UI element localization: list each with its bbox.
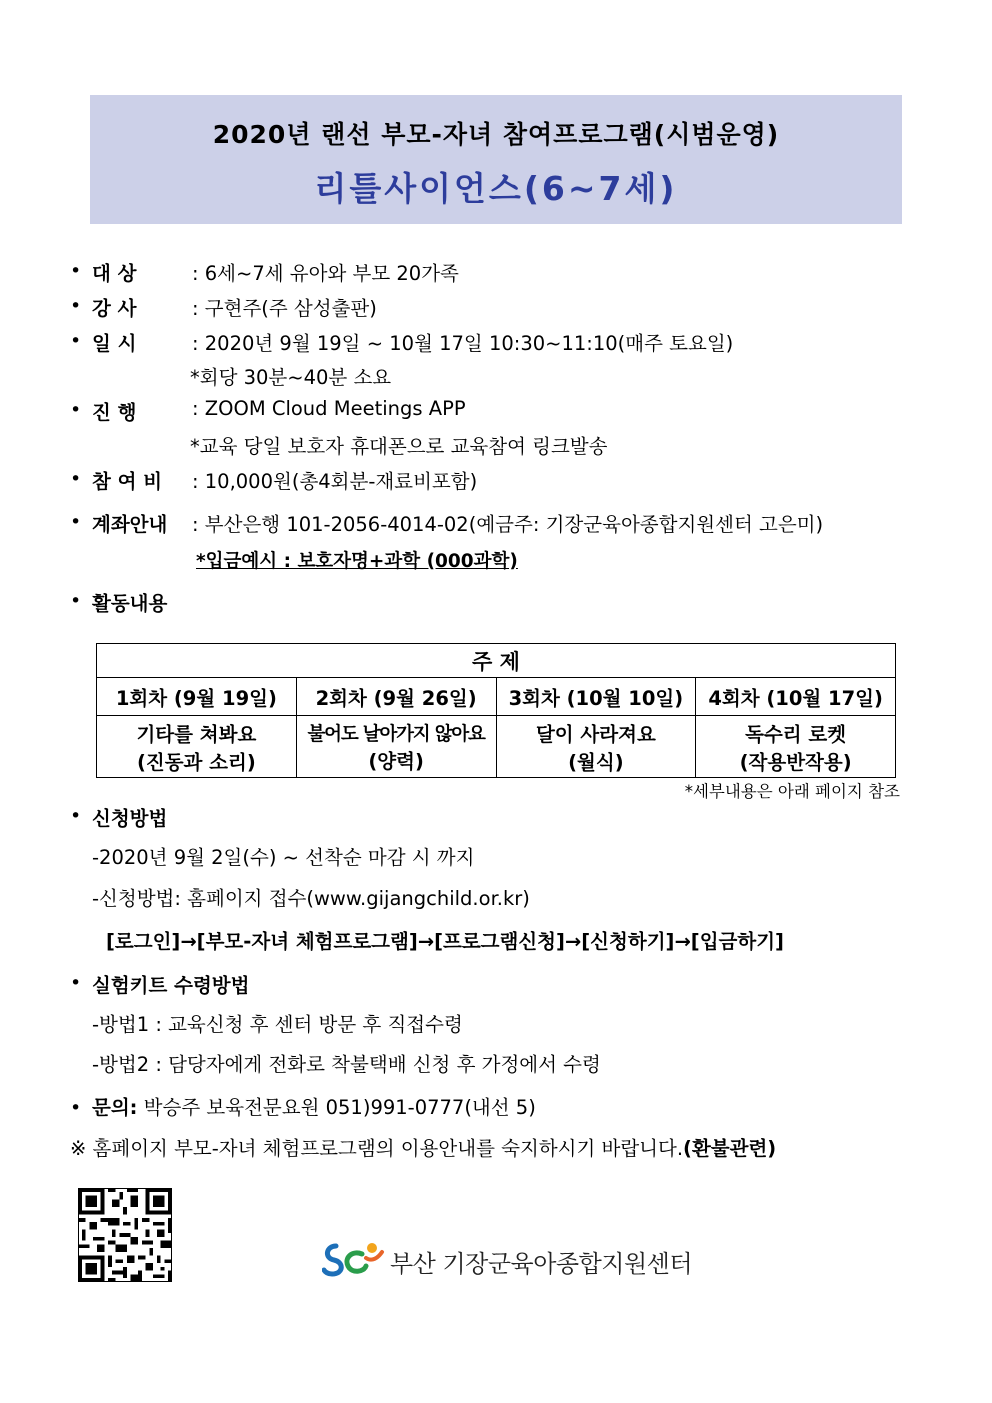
info-label-target: 대 상 <box>92 262 137 285</box>
table-header: 주 제 <box>97 644 896 678</box>
apply-period: -2020년 9월 2일(수) ~ 선착순 마감 시 까지 <box>92 846 475 869</box>
session-label: 4회차 (10월 17일) <box>696 678 896 716</box>
session-title: 달이 사라져요 <box>535 722 656 746</box>
contact-value: 박승주 보육전문요원 051)991-0777(내선 5) <box>137 1096 536 1119</box>
session-topic <box>296 716 496 778</box>
info-label-account: 계좌안내 <box>92 513 168 536</box>
qr-code-icon <box>78 1188 172 1282</box>
info-label-method: 진 행 <box>92 401 137 424</box>
detail-note: *세부내용은 아래 페이지 참조 <box>684 782 900 801</box>
notice-bold: (환불관련) <box>683 1137 777 1160</box>
session-title: 기타를 쳐봐요 <box>136 722 257 746</box>
session-topic <box>496 716 696 778</box>
info-value-schedule: : 2020년 9월 19일 ~ 10월 17일 10:30~11:10(매주 토요일) <box>192 332 734 355</box>
session-title: 불어도 날아가지 않아요 <box>307 723 485 745</box>
session-subtitle: (진동과 소리) <box>136 750 256 774</box>
info-value-account: : 부산은행 101-2056-4014-02(예금주: 기장군육아종합지원센터 고은미) <box>192 513 824 536</box>
session-subtitle: (양력) <box>368 749 424 773</box>
activity-table <box>96 643 896 778</box>
bullet-icon: • <box>70 330 82 352</box>
deposit-example: *입금예시 : 보호자명+과학 (000과학) <box>196 551 518 572</box>
info-label-fee: 참 여 비 <box>92 470 163 493</box>
session-title: 독수리 로켓 <box>745 722 847 746</box>
info-note-method: *교육 당일 보호자 휴대폰으로 교육참여 링크발송 <box>190 435 608 458</box>
session-topic <box>97 716 297 778</box>
kit-heading: 실험키트 수령방법 <box>92 974 250 997</box>
bullet-icon: • <box>70 511 82 533</box>
kit-method-2: -방법2 : 담당자에게 전화로 착불택배 신청 후 가정에서 수령 <box>92 1053 601 1076</box>
session-subtitle: (작용반작용) <box>739 750 852 774</box>
center-name: 부산 기장군육아종합지원센터 <box>390 1250 693 1278</box>
apply-method-label: -신청방법 <box>92 887 175 910</box>
info-value-target: : 6세~7세 유아와 부모 20가족 <box>192 262 459 285</box>
bullet-icon: • <box>70 468 82 490</box>
apply-method-value: : 홈페이지 접수(www.gijangchild.or.kr) <box>174 887 530 910</box>
session-label: 2회차 (9월 26일) <box>296 678 496 716</box>
program-subtitle: 리틀사이언스(6~7세) <box>314 169 678 208</box>
bullet-icon: • <box>70 295 82 317</box>
contact-line <box>92 1095 536 1121</box>
program-title: 2020년 랜선 부모-자녀 참여프로그램(시범운영) <box>212 120 780 149</box>
session-topic <box>696 716 896 778</box>
bullet-icon: • <box>70 972 82 994</box>
apply-steps: [로그인]→[부모-자녀 체험프로그램]→[프로그램신청]→[신청하기]→[입금하기] <box>106 930 784 953</box>
apply-method <box>92 886 530 912</box>
info-label-instructor: 강 사 <box>92 297 137 320</box>
contact-label: 문의: <box>92 1096 138 1119</box>
kit-method-1: -방법1 : 교육신청 후 센터 방문 후 직접수령 <box>92 1013 463 1036</box>
bullet-icon: • <box>70 260 82 282</box>
session-subtitle: (월식) <box>568 750 624 774</box>
center-logo-icon <box>322 1238 386 1280</box>
notice-text: ※ 홈페이지 부모-자녀 체험프로그램의 이용안내를 숙지하시기 바랍니다. <box>70 1137 684 1160</box>
title-box <box>90 95 902 224</box>
session-label: 3회차 (10월 10일) <box>496 678 696 716</box>
bullet-icon: • <box>70 1097 82 1119</box>
bullet-icon: • <box>70 399 82 421</box>
bullet-icon: • <box>70 590 82 612</box>
notice-line <box>70 1136 776 1162</box>
session-label: 1회차 (9월 19일) <box>97 678 297 716</box>
info-value-instructor: : 구현주(주 삼성출판) <box>192 297 377 320</box>
activities-heading: 활동내용 <box>92 592 168 615</box>
info-note-schedule: *회당 30분~40분 소요 <box>190 366 392 389</box>
bullet-icon: • <box>70 805 82 827</box>
info-label-schedule: 일 시 <box>92 332 137 355</box>
info-value-method: : ZOOM Cloud Meetings APP <box>192 397 466 420</box>
apply-heading: 신청방법 <box>92 807 168 830</box>
info-value-fee: : 10,000원(총4회분-재료비포함) <box>192 470 478 493</box>
